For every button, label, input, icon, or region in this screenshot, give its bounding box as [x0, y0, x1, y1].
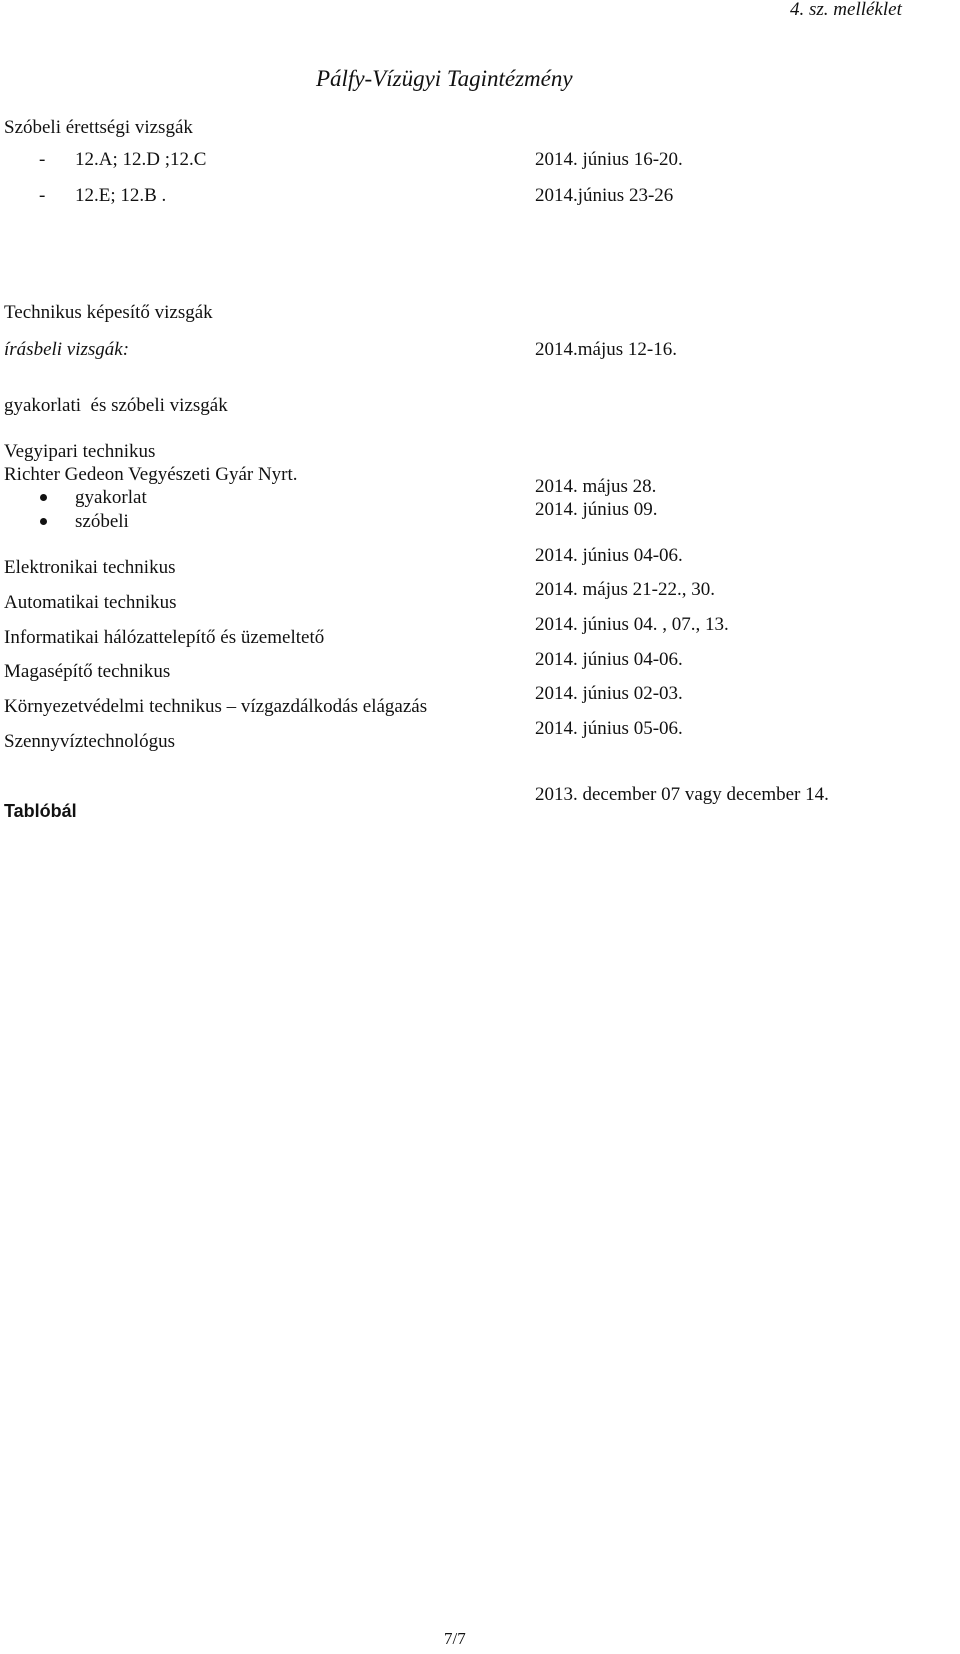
oral-row-2-date: 2014.június 23-26: [535, 185, 674, 206]
food-item-oral-date: 2014. június 09.: [535, 499, 658, 520]
written-exams-label: írásbeli vizsgák:: [4, 339, 130, 360]
food-item-oral: szóbeli: [75, 511, 129, 532]
page-number: 7/7: [444, 1629, 466, 1648]
practical-oral-heading: gyakorlati és szóbeli vizsgák: [4, 395, 228, 416]
program-date-3: 2014. június 04. , 07., 13.: [535, 614, 729, 635]
food-item-practice: gyakorlat: [75, 487, 147, 508]
bullet-icon: [40, 518, 47, 525]
food-item-practice-date: 2014. május 28.: [535, 476, 657, 497]
oral-exams-heading: Szóbeli érettségi vizsgák: [4, 117, 193, 138]
program-name-6: Szennyvíztechnológus: [4, 731, 175, 752]
program-name-4: Magasépítő technikus: [4, 661, 171, 682]
program-name-5: Környezetvédelmi technikus – vízgazdálkodás elágazás: [4, 696, 428, 717]
program-date-5: 2014. június 02-03.: [535, 683, 683, 704]
program-date-6: 2014. június 05-06.: [535, 718, 683, 739]
tech-exams-heading: Technikus képesítő vizsgák: [4, 302, 213, 323]
program-name-1: Elektronikai technikus: [4, 557, 176, 578]
oral-row-2-dash: -: [39, 185, 46, 206]
program-name-2: Automatikai technikus: [4, 592, 177, 613]
oral-row-1-dash: -: [39, 149, 46, 170]
tablo-label: Tablóbál: [4, 801, 77, 821]
page-title: Pálfy-Vízügyi Tagintézmény: [316, 66, 573, 91]
program-date-2: 2014. május 21-22., 30.: [535, 579, 715, 600]
food-industry-title: Vegyipari technikus: [4, 441, 156, 462]
program-date-1: 2014. június 04-06.: [535, 545, 683, 566]
oral-row-2-label: 12.E; 12.B .: [75, 185, 167, 206]
food-industry-company: Richter Gedeon Vegyészeti Gyár Nyrt.: [4, 464, 298, 485]
oral-row-1-date: 2014. június 16-20.: [535, 149, 683, 170]
oral-row-1-label: 12.A; 12.D ;12.C: [75, 149, 207, 170]
annex-label: 4. sz. melléklet: [790, 0, 902, 20]
tablo-date: 2013. december 07 vagy december 14.: [535, 784, 829, 805]
program-date-4: 2014. június 04-06.: [535, 649, 683, 670]
bullet-icon: [40, 494, 47, 501]
written-exams-date: 2014.május 12-16.: [535, 339, 677, 360]
program-name-3: Informatikai hálózattelepítő és üzemeltető: [4, 627, 325, 648]
